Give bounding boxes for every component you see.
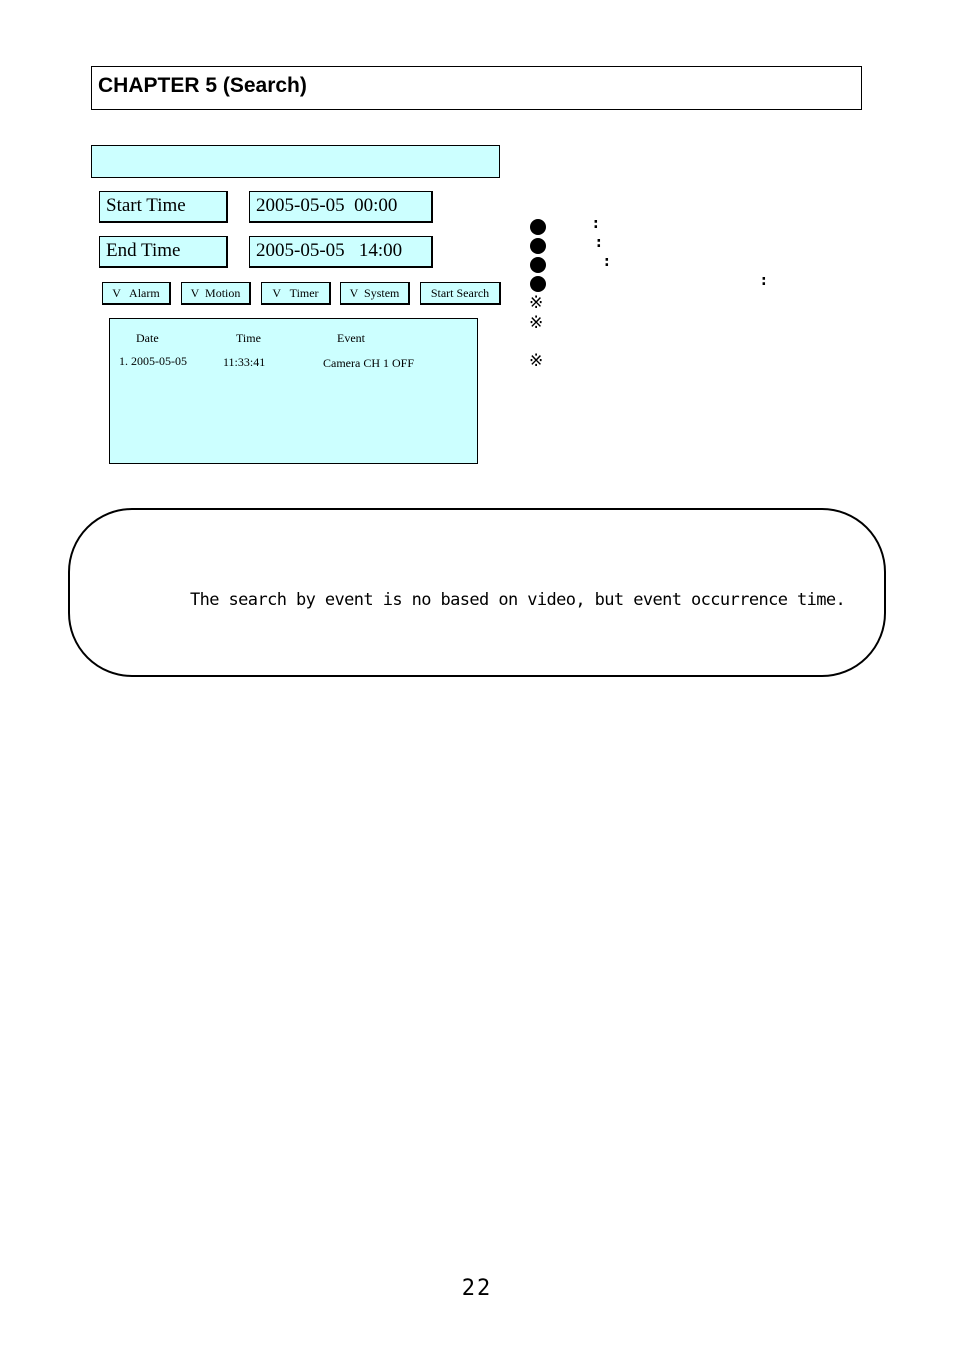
bullet-colon: :	[604, 254, 610, 270]
system-filter-checkbox[interactable]: V System	[340, 282, 410, 305]
column-header-time: Time	[236, 331, 261, 345]
bullet-icon	[530, 276, 546, 292]
result-event: Camera CH 1 OFF	[323, 356, 414, 370]
chapter-title: CHAPTER 5 (Search)	[98, 74, 307, 97]
motion-filter-checkbox[interactable]: V Motion	[181, 282, 251, 305]
search-results-list	[109, 318, 478, 464]
column-header-date: Date	[136, 331, 159, 345]
note-text: The search by event is no based on video, but event occurrence time.	[190, 590, 846, 610]
bullet-colon: :	[593, 216, 599, 232]
start-time-label: Start Time	[99, 191, 228, 223]
start-time-field[interactable]: 2005-05-05 00:00	[249, 191, 433, 223]
result-time: 11:33:41	[223, 355, 266, 369]
reference-mark-icon: ※	[529, 313, 544, 333]
timer-filter-checkbox[interactable]: V Timer	[261, 282, 331, 305]
result-date: 1. 2005-05-05	[119, 354, 187, 368]
bullet-icon	[530, 219, 546, 235]
bullet-icon	[530, 257, 546, 273]
alarm-filter-checkbox[interactable]: V Alarm	[102, 282, 171, 305]
reference-mark-icon: ※	[529, 293, 544, 313]
end-time-label: End Time	[99, 236, 228, 268]
reference-mark-icon: ※	[529, 351, 544, 371]
page-number: 22	[461, 1276, 493, 1301]
column-header-event: Event	[337, 331, 365, 345]
bullet-colon: :	[596, 235, 602, 251]
bullet-icon	[530, 238, 546, 254]
bullet-colon: :	[761, 273, 767, 289]
note-box	[68, 508, 886, 677]
search-panel-header	[91, 145, 500, 178]
start-search-button[interactable]: Start Search	[420, 282, 501, 305]
chapter-heading-box	[91, 66, 862, 110]
end-time-field[interactable]: 2005-05-05 14:00	[249, 236, 433, 268]
side-notes	[529, 218, 829, 378]
